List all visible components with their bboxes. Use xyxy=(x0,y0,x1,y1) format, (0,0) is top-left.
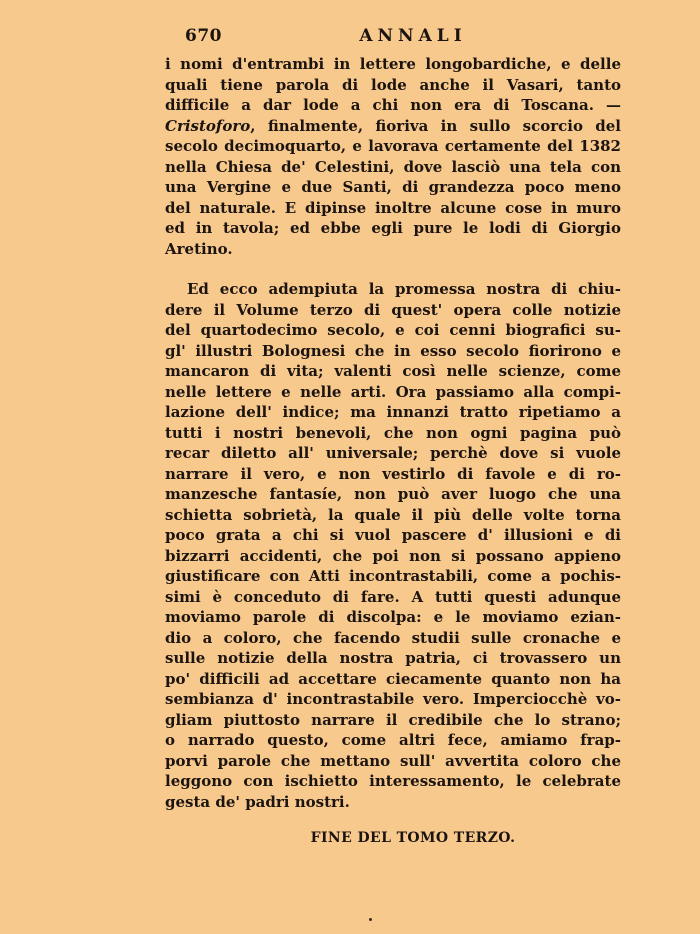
text-line: Aretino. xyxy=(165,239,233,258)
text-line: i nomi d'entrambi in lettere longobardiche, e delle xyxy=(165,55,621,73)
text-line: una Vergine e due Santi, di grandezza poco meno xyxy=(165,178,621,196)
text-line: quali tiene parola di lode anche il Vasari, tanto xyxy=(165,75,621,94)
text-line: bizzarri accidenti, che poi non si possano appieno xyxy=(165,546,621,565)
text-line: Cristoforo, finalmente, fioriva in sullo scorcio del xyxy=(165,116,621,135)
text-line: gliam piuttosto narrare il credibile che lo strano; xyxy=(165,710,621,729)
paragraph-1 xyxy=(165,54,621,259)
text-line: o narrado questo, come altri fece, amiamo frap- xyxy=(165,731,621,749)
text-line: dere il Volume terzo di quest' opera colle notizie xyxy=(165,300,621,319)
text-line: secolo decimoquarto, e lavorava certamente del 1382 xyxy=(165,137,621,155)
text-line: poco grata a chi si vuol pascere d' illusioni e di xyxy=(165,526,621,544)
text-line: manzesche fantasíe, non può aver luogo che una xyxy=(165,485,621,503)
text-line: porvi parole che mettano sull' avvertita coloro che xyxy=(165,751,621,770)
text-line: nella Chiesa de' Celestini, dove lasciò una tela con xyxy=(165,157,621,176)
page-number: 670 xyxy=(185,26,222,46)
text-line: dio a coloro, che facendo studii sulle cronache e xyxy=(165,628,621,647)
text-line: sulle notizie della nostra patria, ci trovassero un xyxy=(165,649,621,667)
text-line: mancaron di vita; valenti così nelle scienze, come xyxy=(165,362,621,380)
text-line: leggono con ischietto interessamento, le celebrate xyxy=(165,772,621,790)
text-line: del quartodecimo secolo, e coi cenni biografici su- xyxy=(165,321,621,339)
text-line: tutti i nostri benevoli, che non ogni pagina può xyxy=(165,423,621,442)
page-content xyxy=(165,24,621,846)
text-line: moviamo parole di discolpa: e le moviamo ezian- xyxy=(165,608,621,626)
text-line: Ed ecco adempiuta la promessa nostra di chiu- xyxy=(187,280,621,298)
text-line: lazione dell' indice; ma innanzi tratto ripetiamo a xyxy=(165,403,621,421)
text-line: gl' illustri Bolognesi che in esso secolo fiorirono e xyxy=(165,341,621,360)
text-line: schietta sobrietà, la quale il più delle volte torna xyxy=(165,505,621,524)
text-line: nelle lettere e nelle arti. Ora passiamo alla compi- xyxy=(165,382,621,401)
text-line: del naturale. E dipinse inoltre alcune cose in muro xyxy=(165,198,621,217)
running-head xyxy=(165,24,621,54)
text-line: recar diletto all' universale; perchè dove si vuole xyxy=(165,444,621,462)
paragraph-spacer xyxy=(165,259,621,279)
text-line: giustificare con Atti incontrastabili, come a pochis- xyxy=(165,567,621,585)
text-line: simi è conceduto di fare. A tutti questi adunque xyxy=(165,587,621,606)
text-line: sembianza d' incontrastabile vero. Imperciocchè vo- xyxy=(165,690,621,708)
text-line: narrare il vero, e non vestirlo di favole e di ro- xyxy=(165,464,621,483)
paragraph-2 xyxy=(165,279,621,812)
text-line: ed in tavola; ed ebbe egli pure le lodi di Giorgio xyxy=(165,219,621,237)
italic-name: Cristoforo xyxy=(165,116,251,135)
print-speck xyxy=(369,918,372,921)
text-line: gesta de' padri nostri. xyxy=(165,792,350,811)
text-line: difficile a dar lode a chi non era di Toscana. — xyxy=(165,96,621,114)
running-title: ANNALI xyxy=(359,26,467,46)
closing-line: FINE DEL TOMO TERZO. xyxy=(310,830,516,846)
text-line: po' difficili ad accettare ciecamente quanto non ha xyxy=(165,669,621,688)
